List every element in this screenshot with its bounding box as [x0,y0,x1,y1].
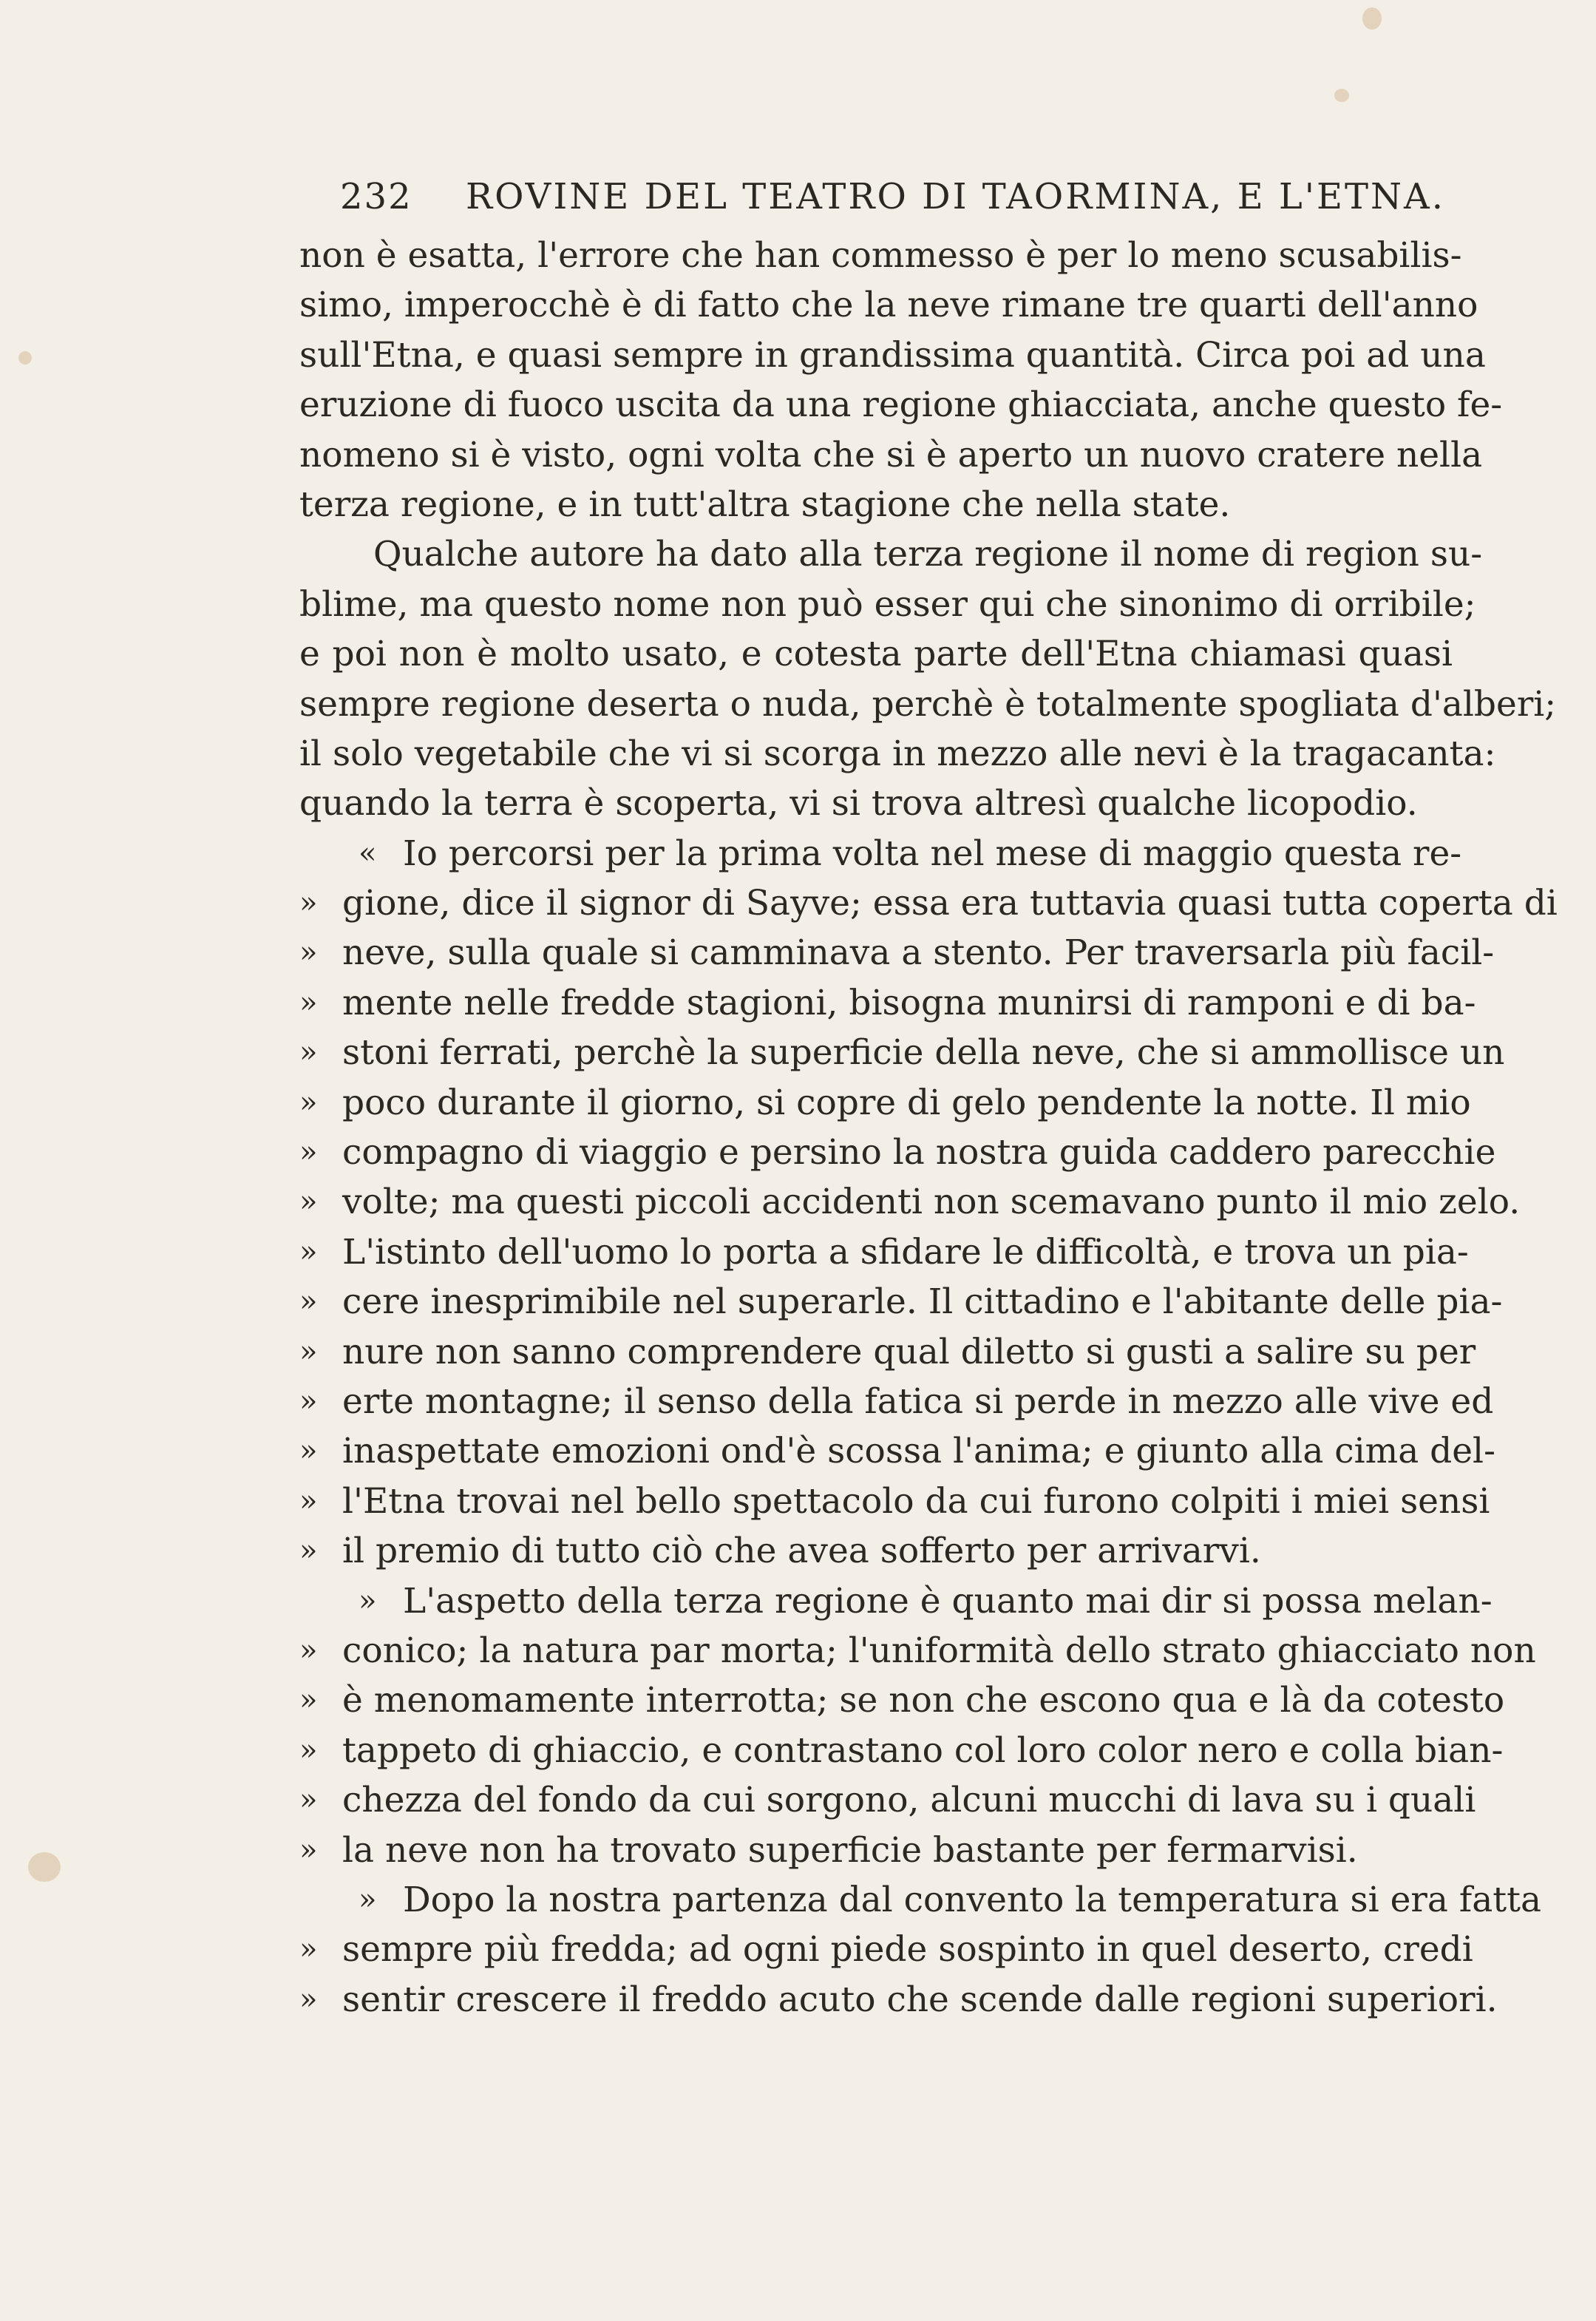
text-line: terza regione, e in tutt'altra stagione che nella state. [299,484,1231,525]
quote-mark: » [299,935,318,970]
quote-line: » sempre più fredda; ad ogni piede sospinto in quel deserto, credi [299,1925,1453,1974]
quote-line: » erte montagne; il senso della fatica si perde in mezzo alle vive ed [299,1377,1453,1426]
quote-line: » inaspettate emozioni ond'è scossa l'anima; e giunto alla cima del- [299,1426,1453,1476]
quote-line: « Io percorsi per la prima volta nel mese di maggio questa re- [299,829,1453,878]
text-line: Qualche autore ha dato alla terza regione il nome di region su- [373,534,1483,575]
quote-line: » neve, sulla quale si camminava a stento. Per traversarla più facil- [299,928,1453,977]
quote-line: » mente nelle fredde stagioni, bisogna munirsi di ramponi e di ba- [299,978,1453,1028]
quote-line: » cere inesprimibile nel superarle. Il cittadino e l'abitante delle pia- [299,1277,1453,1326]
text-line: il solo vegetabile che vi si scorga in mezzo alle nevi è la tragacanta: [299,733,1496,774]
quote-line: » tappeto di ghiaccio, e contrastano col loro color nero e colla bian- [299,1726,1453,1775]
quote-mark: » [299,1633,318,1667]
quote-mark: » [299,1334,318,1369]
text-line: eruzione di fuoco uscita da una regione ghiacciata, anche questo fe- [299,384,1503,426]
quote-mark: » [299,1185,318,1219]
quote-mark: » [359,1882,377,1917]
quote-mark: » [299,1434,318,1468]
quote-mark: » [359,1583,377,1618]
quote-mark: » [299,1035,318,1070]
quote-mark: » [299,1534,318,1568]
text-line: blime, ma questo nome non può esser qui che sinonimo di orribile; [299,583,1476,625]
quote-line: » gione, dice il signor di Sayve; essa era tuttavia quasi tutta coperta di [299,878,1453,928]
quote-mark: » [299,1135,318,1170]
quote-line: » L'aspetto della terza regione è quanto mai dir si possa melan- [299,1576,1453,1626]
quote-mark: » [299,886,318,921]
quote-mark: » [299,1683,318,1718]
quote-mark: » [299,1832,318,1867]
quote-line: » volte; ma questi piccoli accidenti non scemavano punto il mio zelo. [299,1177,1453,1227]
quote-line: » chezza del fondo da cui sorgono, alcuni mucchi di lava su i quali [299,1775,1453,1825]
quote-line: » è menomamente interrotta; se non che escono qua e là da cotesto [299,1675,1453,1725]
quote-mark: » [299,1932,318,1967]
text-line: nomeno si è visto, ogni volta che si è aperto un nuovo cratere nella [299,434,1483,475]
quote-line: » L'istinto dell'uomo lo porta a sfidare le difficoltà, e trova un pia- [299,1227,1453,1277]
text-line: quando la terra è scoperta, vi si trova altresì qualche licopodio. [299,783,1418,824]
quote-mark: » [299,1483,318,1518]
quote-mark: » [299,1783,318,1817]
quote-line: » conico; la natura par morta; l'uniformità dello strato ghiacciato non [299,1626,1453,1675]
quote-line: » l'Etna trovai nel bello spettacolo da cui furono colpiti i miei sensi [299,1477,1453,1526]
quote-line: » Dopo la nostra partenza dal convento la temperatura si era fatta [299,1875,1453,1925]
quote-mark: » [299,1383,318,1418]
quote-mark: » [299,985,318,1020]
quote-mark: » [299,1732,318,1767]
quote-mark: » [299,1982,318,2016]
quote-mark: » [299,1085,318,1119]
quote-line: » sentir crescere il freddo acuto che scende dalle regioni superiori. [299,1975,1453,2024]
text-line: non è esatta, l'errore che han commesso è per lo meno scusabilis- [299,235,1462,276]
quote-mark: « [359,836,377,870]
body-text [299,231,1558,2024]
text-line: sempre regione deserta o nuda, perchè è totalmente spogliata d'alberi; [299,683,1557,725]
quote-line: » compagno di viaggio e persino la nostra guida caddero parecchie [299,1128,1453,1177]
quote-line: » la neve non ha trovato superficie bastante per fermarvisi. [299,1826,1453,1875]
quote-mark: » [299,1284,318,1319]
quote-mark: » [299,1234,318,1269]
text-line: simo, imperocchè è di fatto che la neve rimane tre quarti dell'anno [299,285,1478,326]
quote-line: » il premio di tutto ciò che avea sofferto per arrivarvi. [299,1526,1453,1576]
quote-line: » stoni ferrati, perchè la superficie della neve, che si ammollisce un [299,1028,1453,1077]
quote-line: » nure non sanno comprendere qual diletto si gusti a salire su per [299,1327,1453,1377]
text-line: sull'Etna, e quasi sempre in grandissima quantità. Circa poi ad una [299,334,1486,376]
running-title: ROVINE DEL TEATRO DI TAORMINA, E L'ETNA. [466,176,1445,217]
page-number: 232 [340,176,412,217]
text-line: e poi non è molto usato, e cotesta parte dell'Etna chiamasi quasi [299,634,1453,675]
quote-line: » poco durante il giorno, si copre di gelo pendente la notte. Il mio [299,1078,1453,1128]
